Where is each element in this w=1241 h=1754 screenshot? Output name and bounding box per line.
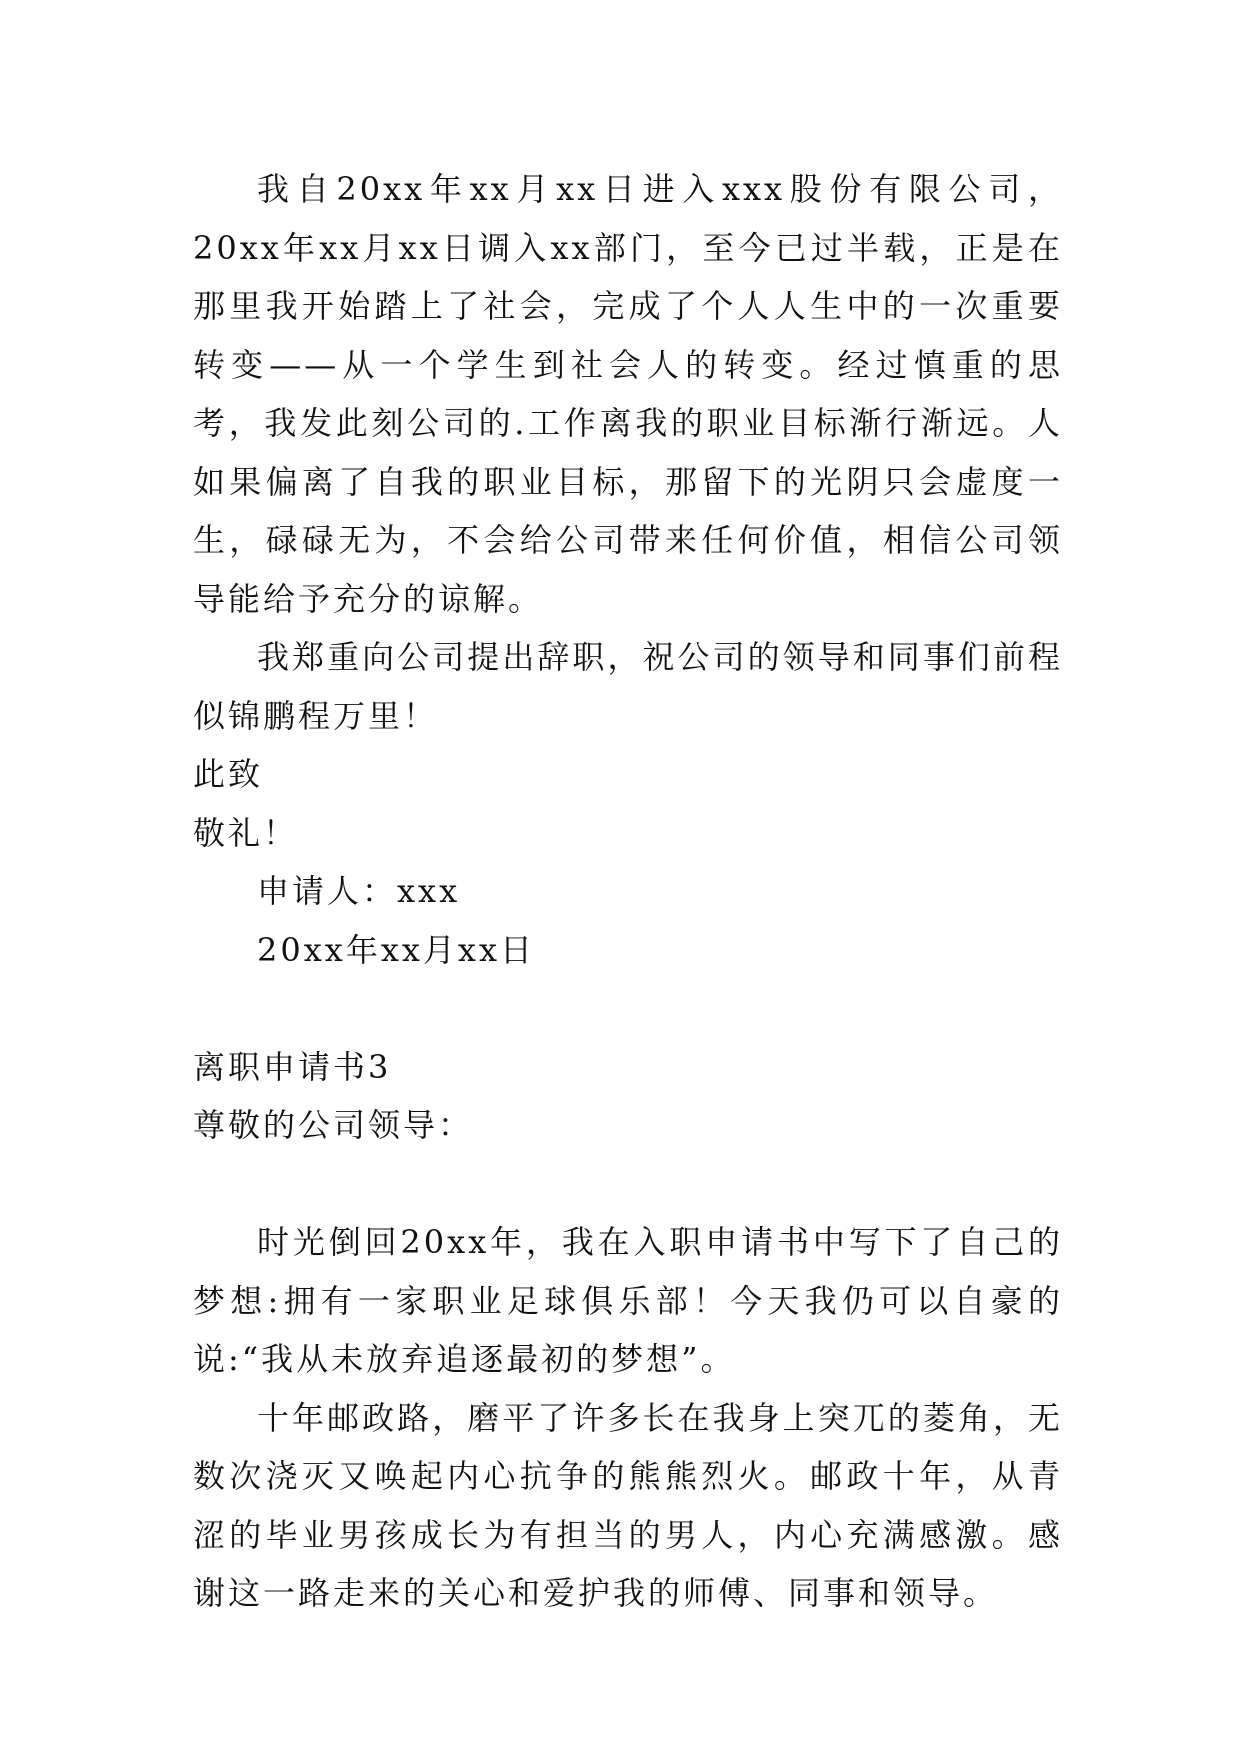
letter-date: 20xx年xx月xx日 bbox=[257, 930, 536, 969]
salutation: 尊敬的公司领导： bbox=[193, 1106, 474, 1144]
applicant-signature: 申请人：xxx bbox=[257, 872, 461, 910]
body-paragraph: 时光倒回20xx年，我在入职申请书中写下了自己的梦想:拥有一家职业足球俱乐部！今天我仍可以自豪的说:“我从未放弃追逐最初的梦想”。 bbox=[193, 1223, 1063, 1378]
spacer bbox=[193, 1155, 1063, 1214]
closing-line: 此致 bbox=[193, 755, 264, 793]
document-body bbox=[193, 160, 1063, 1623]
body-paragraph: 十年邮政路，磨平了许多长在我身上突兀的菱角，无数次浇灭又唤起内心抗争的熊熊烈火。邮政十年，从青涩的毕业男孩成长为有担当的男人，内心充满感激。感谢这一路走来的关心和爱护我的师傅、同事和领导。 bbox=[193, 1398, 1063, 1612]
section-title: 离职申请书3 bbox=[193, 1047, 392, 1086]
body-paragraph: 我郑重向公司提出辞职，祝公司的领导和同事们前程似锦鹏程万里！ bbox=[193, 638, 1063, 735]
spacer bbox=[193, 979, 1063, 1038]
closing-line: 敬礼！ bbox=[193, 813, 299, 852]
body-paragraph: 我自20xx年xx月xx日进入xxx股份有限公司，20xx年xx月xx日调入xx部门，至今已过半载，正是在那里我开始踏上了社会，完成了个人人生中的一次重要转变——从一个学生到社会人的转变。经过慎重的思考，我发此刻公司的.工作离我的职业目标渐行渐远。人如果偏离了自我的职业目标，那留下的光阴只会虚度一生，碌碌无为，不会给公司带来任何价值，相信公司领导能给予充分的谅解。 bbox=[193, 170, 1063, 618]
